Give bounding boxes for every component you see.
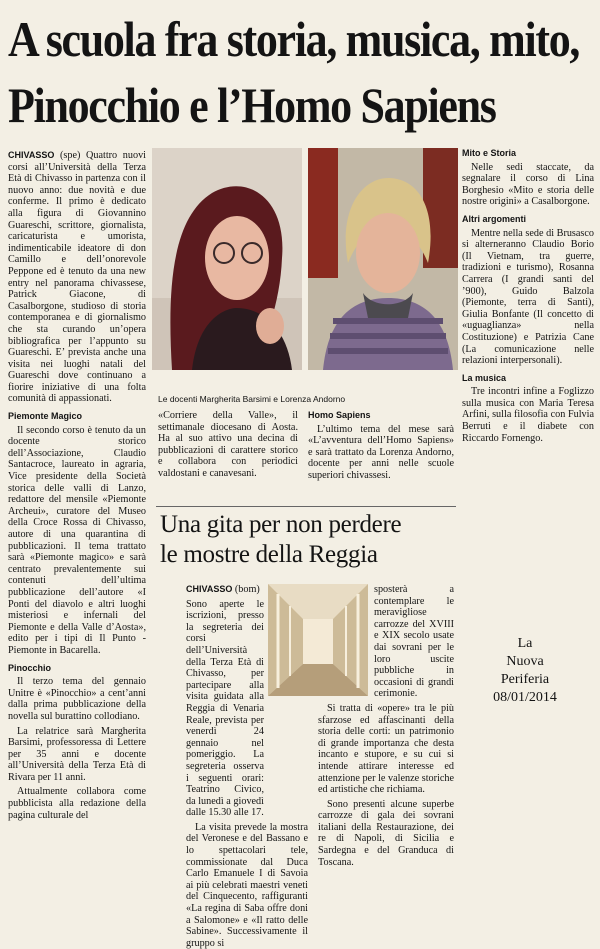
dateline-author: (spe): [60, 150, 81, 161]
paragraph: Il terzo tema del gennaio Unitre è «Pinocchio» a cent’anni dalla prima pubblicazione della novella sul burattino collodiano.: [8, 676, 146, 722]
dateline-place: CHIVASSO: [8, 150, 55, 160]
source-stamp: [470, 635, 580, 707]
subheading: Altri argomenti: [462, 213, 527, 224]
subheading: Homo Sapiens: [308, 410, 371, 420]
paragraph: La visita prevede la mostra del Veronese e del Bassano e lo spettacolari tele, commissionate dal Duca Carlo Emanuele I di Savoia ai più celebrati maestri veneti del Cinquecento, raffiguranti «La regina di Saba offre doni a Salomone» e «Il ratto delle Sabine». Successivamente il gruppo si: [186, 821, 308, 949]
subheading: Pinocchio: [8, 662, 52, 673]
paragraph: La relatrice sarà Margherita Barsimi, professoressa di Lettere per 35 anni e docente all’Università della Terza Età di Rivara per 11 anni.: [8, 725, 146, 783]
paragraph: sposterà a contemplare le meravigliose carrozze del XVIII e XIX secolo usate dai sovrani per le loro uscite pubbliche in occasioni di grandi cerimonie.: [374, 584, 454, 700]
stamp-line: Nuova: [506, 654, 544, 669]
photo-caption: Le docenti Margherita Barsimi e Lorenza Andorno: [158, 394, 346, 404]
article-2-column-2: [318, 584, 454, 884]
paragraph: Sono presenti alcune superbe carrozze di gala dei sovrani italiani della Restaurazione, dei re di Napoli, di Sicilia e Sardegna e del Granduca di Toscana.: [318, 798, 454, 868]
paragraph: Tre incontri infine a Foglizzo sulla musica con Maria Teresa Arfini, sulla filosofia con Fulvia Berruti e il diabete con Riccardo Fornengo.: [462, 386, 594, 444]
stamp-date: 08/01/2014: [493, 690, 557, 705]
paragraph: «Corriere della Valle», il settimanale diocesano di Aosta. Ha al suo attivo una decina di pubblicazioni di carattere storico e collabora con periodici valdostani e canavesani.: [158, 410, 298, 479]
portrait-drawing: [308, 148, 458, 370]
headline-line-1: A scuola fra storia, musica, mito,: [8, 11, 580, 67]
paragraph: Sono aperte le iscrizioni, presso la segreteria dei corsi dell’Università della Terza Età di Chivasso, per partecipare alla visita guidata alla Reggia di Venaria Reale, prevista per venerdì 24 gennaio nel pomeriggio. La segreteria osserva i seguenti orari: Teatrino Civico, da lunedì a giovedì dalle 15.30 alle 17.: [186, 598, 264, 819]
portrait-drawing: [152, 148, 302, 370]
subheading: La musica: [462, 372, 507, 383]
article-2-headline-2: le mostre della Reggia: [160, 541, 378, 568]
article-column-1: [8, 150, 146, 880]
dateline-author: (bom): [234, 584, 260, 595]
stamp-line: Periferia: [500, 672, 550, 687]
paragraph: Il secondo corso è tenuto da un docente storico dell’Associazione, Claudio Santacroce, laureato in agraria, Vice presidente della Società storica delle valli di Lanzo, redattore del mensile «Piemonte Archeui», curatore del Museo della Croce Rossa di Chivasso, autore di una quarantina di pubblicazioni. Il tema trattato sarà «Piemonte magico» e sarà centrato prevalentemente sui contenuti dell’ultima pubblicazione dell’autore «I Ponti del diavolo e altri luoghi misteriosi e infernali del Piemonte e della Valle d’Aosta», edito per i tipi di Il Punto - Piemonte in Bacarella.: [8, 424, 146, 656]
article-column-4: [462, 148, 594, 478]
subheading: Mito e Storia: [462, 148, 517, 158]
paragraph: Nelle sedi staccate, da segnalare il corso di Lina Borghesio «Mito e storia delle nostre origini» a Casalborgone.: [462, 161, 594, 208]
portrait-photo-andorno: [308, 148, 458, 370]
paragraph: L’ultimo tema del mese sarà «L’avventura dell’Homo Sapiens» e sarà trattato da Lorenza Andorno, docente per anni nelle scuole superiori chivassesi.: [308, 423, 454, 481]
dateline-place: CHIVASSO: [186, 584, 233, 594]
article-column-2: [158, 410, 298, 510]
portrait-photo-barsimi: [152, 148, 302, 370]
paragraph: Quattro nuovi corsi all’Università della Terza Età di Chivasso in partenza con il nuovo anno: due novità e due conferme. Il primo è dedicato alla figura di Giovannino Guareschi, scrittore, giornalista, caricaturista e umorista, indimenticabile ideatore di don Camillo e dell’onorevole Peppone ed è tenuto da una new entry nel panorama chivassese, Patrick Giacone, di Casalborgone, studioso di storia contemporanea e di giornalismo che sta curando un’opera bibliografica per l’appunto su Guareschi. E’ prevista anche una visita nei luoghi natali del Guareschi dove continuano a fiorire iniziative di una folta comunità di appassionati.: [8, 150, 147, 405]
article-2-headline-1: Una gita per non perdere: [160, 511, 402, 538]
paragraph: Si tratta di «opere» tra le più sfarzose ed affascinanti della storia delle corti: un patrimonio di grande importanza che desta incanto e stupore, e su cui si intende attirare interesse ed attenzione per le valenze storiche ed artistiche che richiama.: [318, 702, 454, 796]
article-2-divider: [156, 506, 456, 507]
subheading: Piemonte Magico: [8, 411, 83, 422]
stamp-line: La: [517, 636, 533, 651]
article-column-3: [308, 410, 454, 510]
paragraph: Attualmente collabora come pubblicista alla redazione della pagina culturale del: [8, 786, 146, 821]
headline-line-2: Pinocchio e l’Homo Sapiens: [8, 77, 496, 133]
paragraph: Mentre nella sede di Brusasco si alterneranno Claudio Borio (Il Vietnam, tra guerre, tradizioni e turismo), Rosanna Carrera (I grandi santi del ’900), Guido Balzola (Piemonte, terra di Santi), Giulia Bonfante (Il concetto di «uguaglianza» nella Costituzione) e Patrizia Cane (La comunicazione nelle relazioni interpersonali).: [462, 227, 594, 367]
